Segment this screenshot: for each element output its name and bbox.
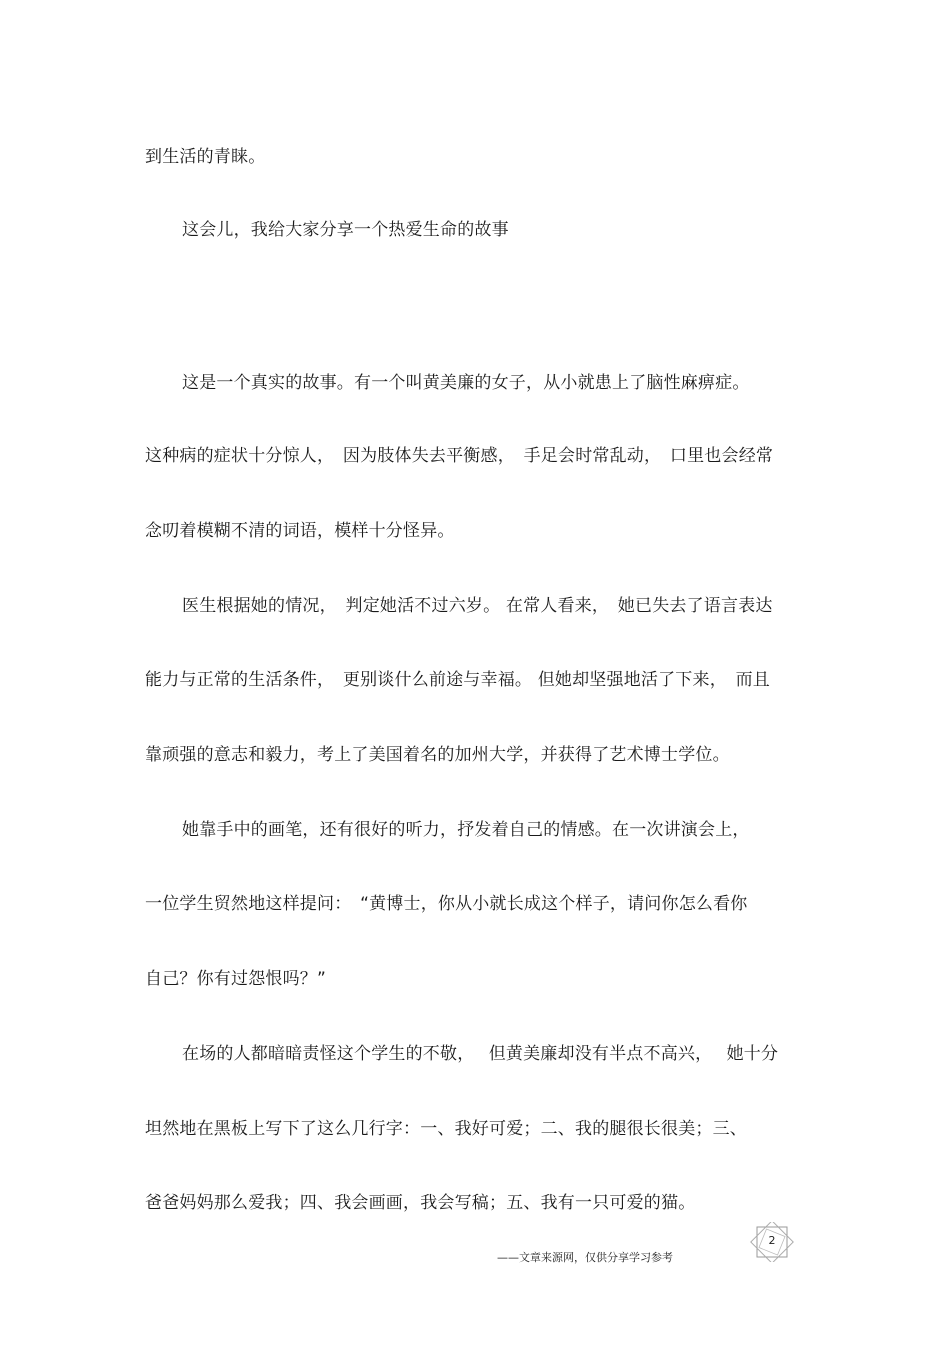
text-line-8: 靠顽强的意志和毅力，考上了美国着名的加州大学，并获得了艺术博士学位。 <box>145 745 730 765</box>
text-line-14: 爸爸妈妈那么爱我；四、我会画画，我会写稿；五、我有一只可爱的猫。 <box>145 1193 696 1213</box>
footer-source-note: ——文章来源网，仅供分享学习参考 <box>497 1251 673 1264</box>
text-line-1: 到生活的青睐。 <box>145 147 266 167</box>
text-line-5: 念叨着模糊不清的词语，模样十分怪异。 <box>145 521 455 541</box>
text-line-2: 这会儿，我给大家分享一个热爱生命的故事 <box>182 220 509 240</box>
page-number: 2 <box>768 1234 776 1247</box>
text-line-6: 医生根据她的情况， 判定她活不过六岁。 在常人看来， 她已失去了语言表达 <box>182 596 773 616</box>
text-line-4: 这种病的症状十分惊人， 因为肢体失去平衡感， 手足会时常乱动， 口里也会经常 <box>145 446 774 466</box>
text-line-13: 坦然地在黑板上写下了这么几行字：一、我好可爱；二、我的腿很长很美；三、 <box>145 1119 747 1139</box>
text-line-3: 这是一个真实的故事。有一个叫黄美廉的女子，从小就患上了脑性麻痹症。 <box>182 373 750 393</box>
page-number-badge <box>748 1222 796 1262</box>
text-line-11: 自己？你有过怨恨吗？” <box>145 969 327 989</box>
text-line-9: 她靠手中的画笔，还有很好的听力，抒发着自己的情感。在一次讲演会上， <box>182 820 750 840</box>
text-line-10: 一位学生贸然地这样提问： “黄博士，你从小就长成这个样子，请问你怎么看你 <box>145 894 748 914</box>
text-line-12: 在场的人都暗暗责怪这个学生的不敬， 但黄美廉却没有半点不高兴， 她十分 <box>182 1044 779 1064</box>
text-line-7: 能力与正常的生活条件， 更别谈什么前途与幸福。 但她却坚强地活了下来， 而且 <box>145 670 771 690</box>
